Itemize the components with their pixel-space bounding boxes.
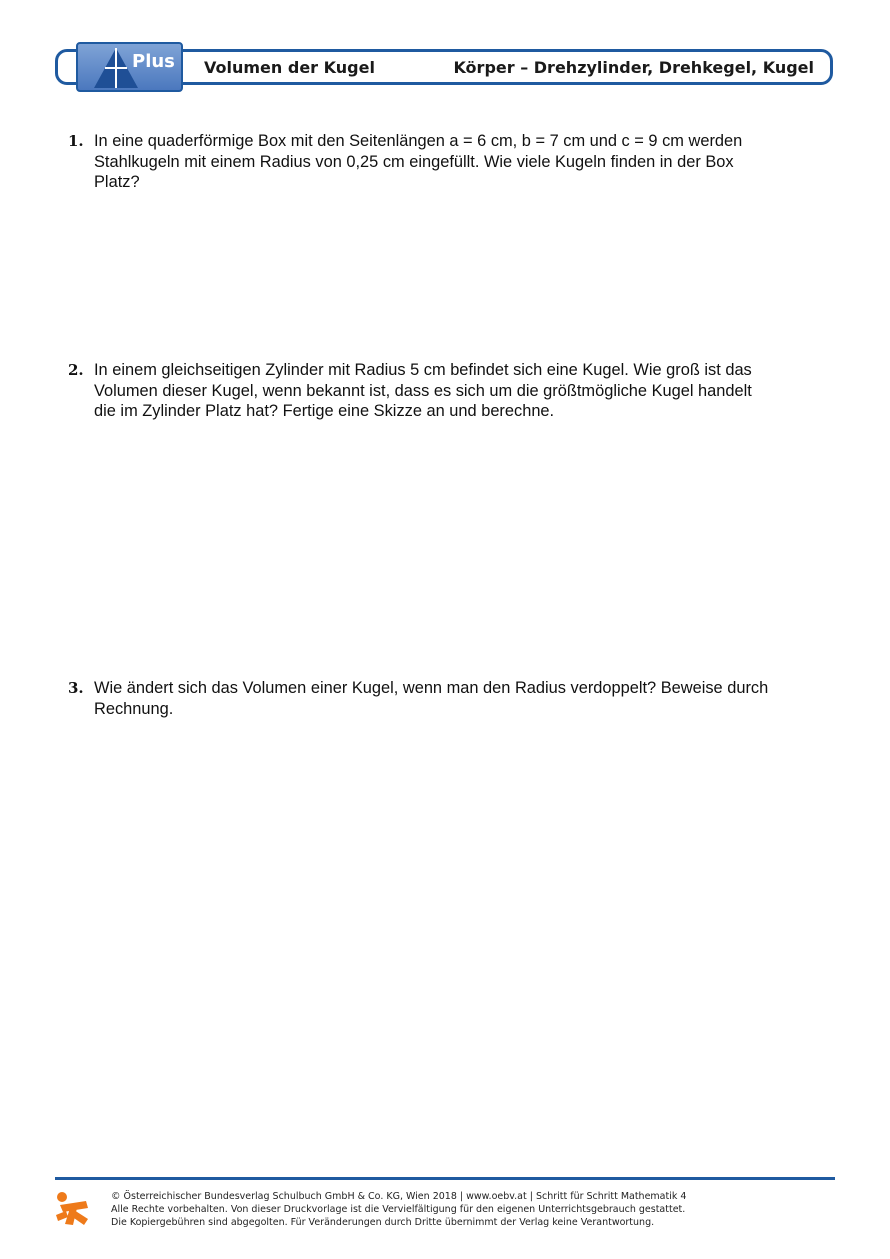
- task-text: [94, 131, 822, 193]
- footer-line: © Österreichischer Bundesverlag Schulbuch GmbH & Co. KG, Wien 2018 | www.oebv.at | Schritt für Schritt Mathematik 4: [111, 1191, 687, 1202]
- task-number: 2.: [68, 361, 84, 379]
- task-line: In eine quaderförmige Box mit den Seitenlängen a = 6 cm, b = 7 cm und c = 9 cm werden: [94, 132, 743, 150]
- publisher-mark-icon: [54, 1191, 92, 1227]
- task-line: Stahlkugeln mit einem Radius von 0,25 cm eingefüllt. Wie viele Kugeln finden in der Box: [94, 152, 734, 171]
- footer-divider: [55, 1177, 835, 1180]
- task-line: Rechnung.: [94, 699, 174, 718]
- plus-logo: [76, 42, 183, 92]
- footer-line: Die Kopiergebühren sind abgegolten. Für Veränderungen durch Dritte übernimmt der Verlag keine Verantwortung.: [111, 1217, 655, 1228]
- task-text: [94, 360, 822, 422]
- task-number: 1.: [68, 132, 84, 150]
- page-topic: Körper – Drehzylinder, Drehkegel, Kugel: [453, 58, 814, 77]
- task-text: [94, 678, 822, 719]
- page-title: Volumen der Kugel: [204, 58, 375, 77]
- task-line: die im Zylinder Platz hat? Fertige eine Skizze an und berechne.: [94, 402, 555, 420]
- task-line: Wie ändert sich das Volumen einer Kugel, wenn man den Radius verdoppelt? Beweise durch: [94, 679, 769, 697]
- task-line: Volumen dieser Kugel, wenn bekannt ist, dass es sich um die größtmögliche Kugel handelt: [94, 381, 752, 400]
- task-number: 3.: [68, 679, 84, 697]
- task-line: In einem gleichseitigen Zylinder mit Radius 5 cm befindet sich eine Kugel. Wie groß ist das: [94, 361, 752, 379]
- logo-label: Plus: [132, 51, 175, 72]
- footer-line: Alle Rechte vorbehalten. Von dieser Druckvorlage ist die Vervielfältigung für den eigenen Unterrichtsgebrauch gestattet.: [111, 1204, 686, 1215]
- footer-copyright: [111, 1190, 686, 1229]
- task-line: Platz?: [94, 173, 140, 191]
